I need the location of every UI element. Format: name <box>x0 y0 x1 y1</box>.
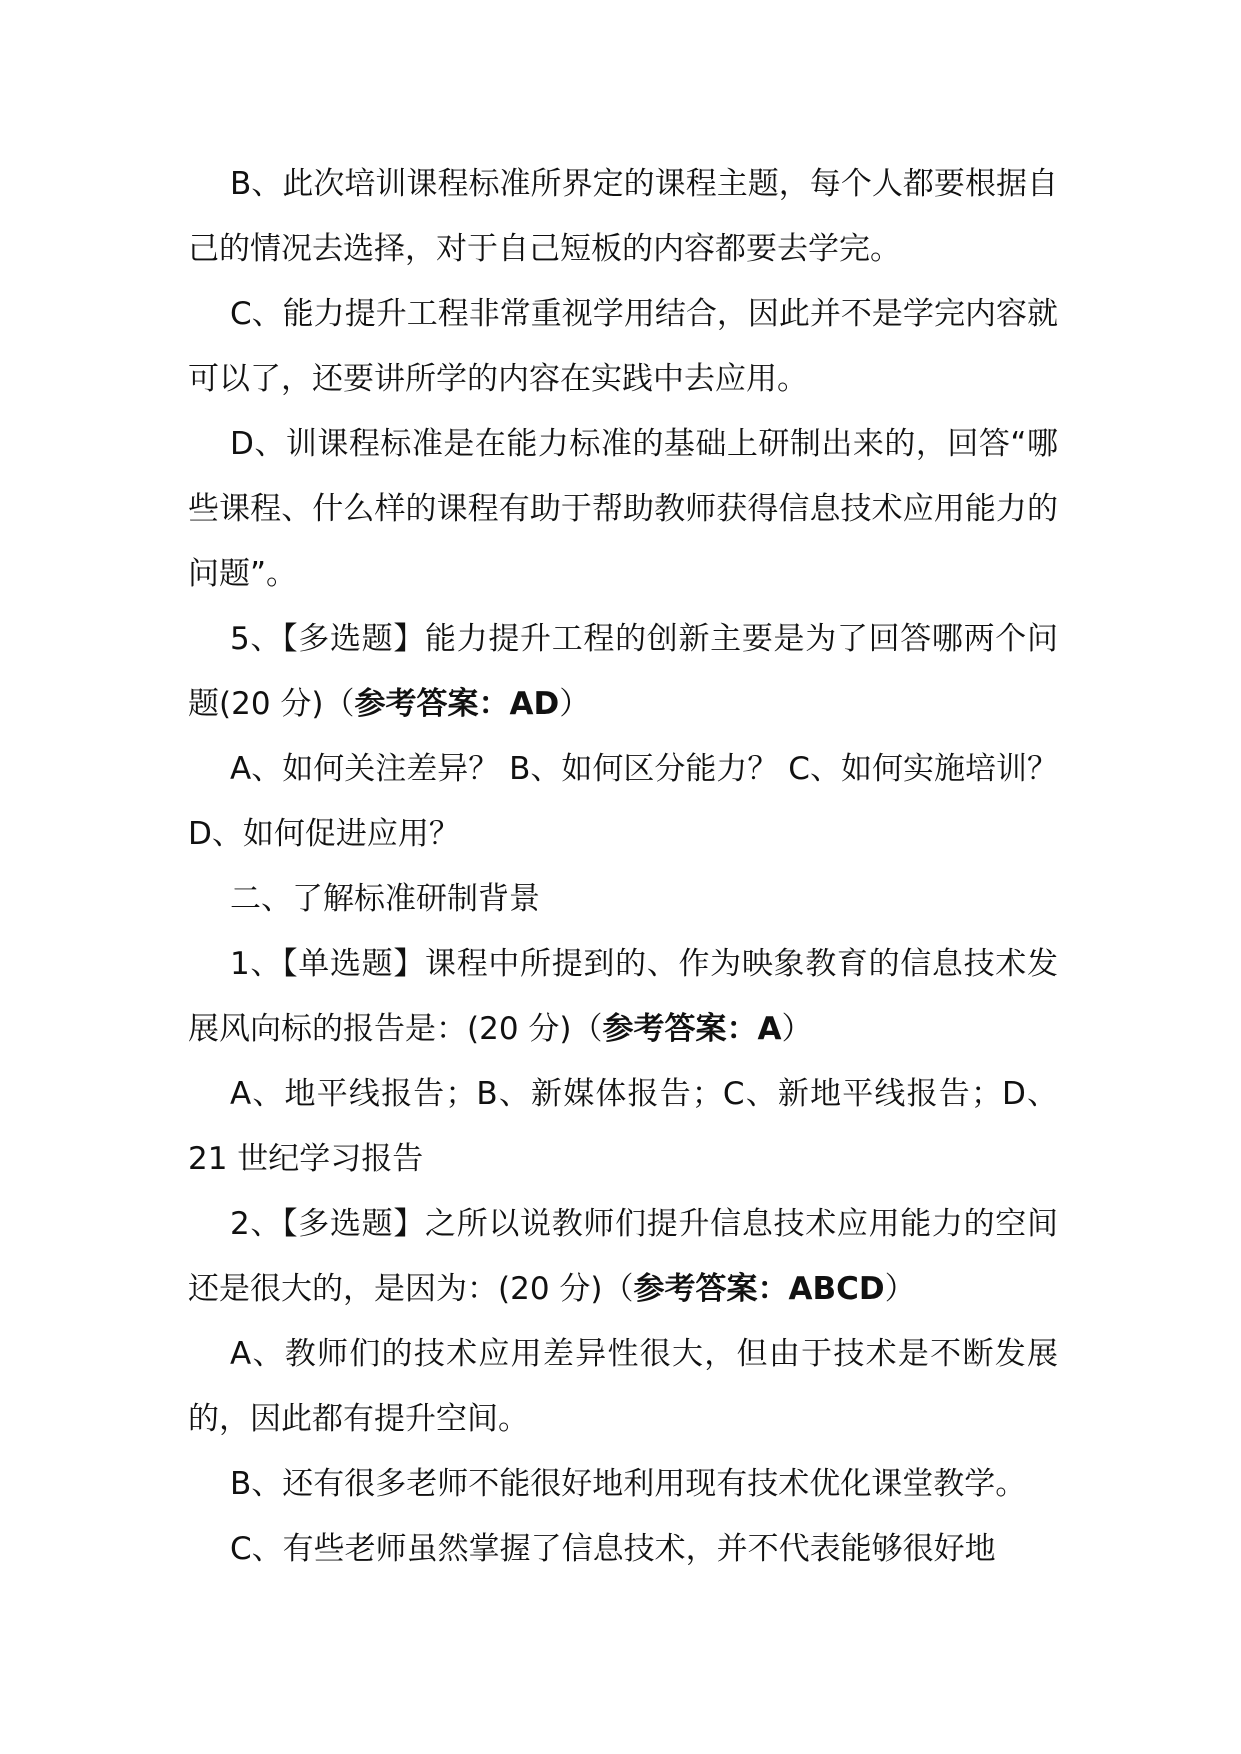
section-heading <box>188 867 1058 932</box>
option-paragraph <box>188 1517 1058 1582</box>
paragraph-text: A、地平线报告；B、新媒体报告；C、新地平线报告；D、21 世纪学习报告 <box>188 1076 1058 1177</box>
paragraph-text: A、教师们的技术应用差异性很大，但由于技术是不断发展的，因此都有提升空间。 <box>188 1336 1058 1437</box>
option-paragraph <box>188 412 1058 607</box>
paragraph-text: A、如何关注差异？ B、如何区分能力？ C、如何实施培训？ D、如何促进应用？ <box>188 751 1058 852</box>
question-tail: ） <box>781 1011 813 1047</box>
paragraph-text: C、能力提升工程非常重视学用结合，因此并不是学完内容就可以了，还要讲所学的内容在实践中去应用。 <box>188 296 1058 397</box>
reference-answer: 参考答案：ABCD <box>633 1271 885 1307</box>
question-paragraph <box>188 1192 1058 1322</box>
options-paragraph <box>188 1062 1058 1192</box>
paragraph-text: D、训课程标准是在能力标准的基础上研制出来的，回答“哪些课程、什么样的课程有助于帮助教师获得信息技术应用能力的问题”。 <box>188 426 1058 592</box>
paragraph-text: B、还有很多老师不能很好地利用现有技术优化课堂教学。 <box>230 1466 1027 1502</box>
options-paragraph <box>188 737 1058 867</box>
paragraph-text: B、此次培训课程标准所界定的课程主题，每个人都要根据自己的情况去选择，对于自己短板的内容都要去学完。 <box>188 166 1058 267</box>
section-heading-text: 二、了解标准研制背景 <box>230 881 540 917</box>
question-text: 1、【单选题】课程中所提到的、作为映象教育的信息技术发展风向标的报告是：(20 分)（ <box>188 946 1058 1047</box>
option-paragraph <box>188 282 1058 412</box>
paragraph-text: C、有些老师虽然掌握了信息技术，并不代表能够很好地 <box>230 1531 996 1567</box>
option-paragraph <box>188 1452 1058 1517</box>
question-text: 5、【多选题】能力提升工程的创新主要是为了回答哪两个问题(20 分)（ <box>188 621 1058 722</box>
question-text: 2、【多选题】之所以说教师们提升信息技术应用能力的空间还是很大的，是因为：(20 分)（ <box>188 1206 1058 1307</box>
option-paragraph <box>188 152 1058 282</box>
question-tail: ） <box>559 686 591 722</box>
question-paragraph <box>188 607 1058 737</box>
option-paragraph <box>188 1322 1058 1452</box>
reference-answer: 参考答案：A <box>602 1011 782 1047</box>
question-tail: ） <box>884 1271 916 1307</box>
question-paragraph <box>188 932 1058 1062</box>
document-body <box>188 152 1058 1582</box>
reference-answer: 参考答案：AD <box>354 686 560 722</box>
